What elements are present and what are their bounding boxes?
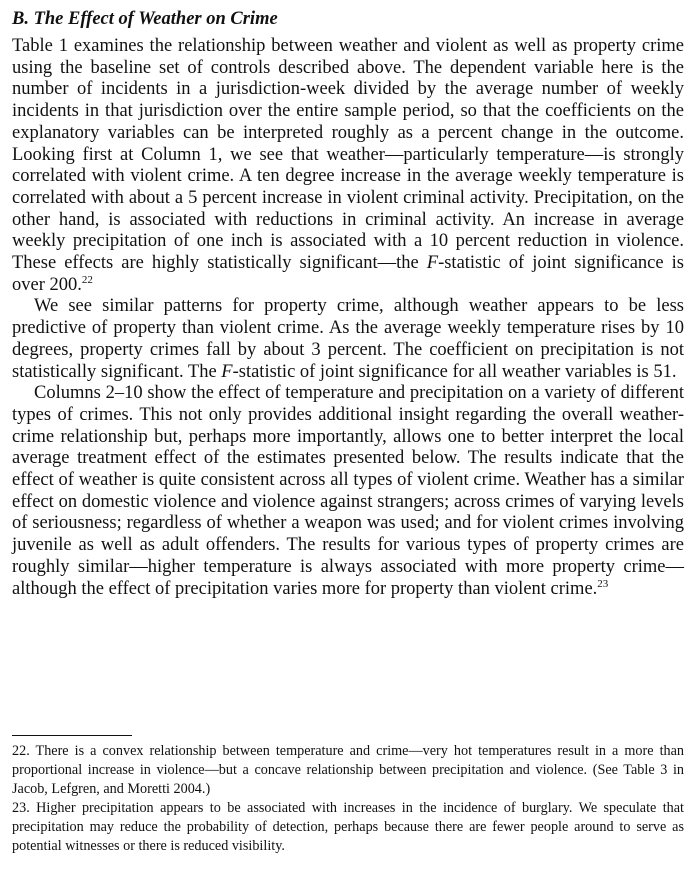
footnotes — [12, 735, 684, 856]
paragraph-3-text: Columns 2–10 show the effect of temperature and precipitation on a variety of different types of crimes. This not only provides additional insight regarding the overall weather-crime relationship but, perhaps more importantly, allows one to better interpret the local average treatment effect of the estimates presented below. The results indicate that the effect of weather is quite consistent across all types of violent crime. Weather has a similar effect on domestic violence and violence against strangers; across crimes of varying levels of seriousness; regardless of whether a weapon was used; and for violent crimes involving juvenile as well as adult offenders. The results for various types of property crimes are roughly similar—higher temperature is always associated with more property crime—although the effect of precipitation varies more for property than violent crime. — [12, 383, 684, 599]
paragraph-1-text-end: -statistic of joint significance is over 200. — [12, 253, 684, 295]
footnote-23: 23. Higher precipitation appears to be associated with increases in the incidence of burglary. We speculate that precipitation may reduce the probability of detection, perhaps because there are fewer people around to serve as potential witnesses or there is reduced visibility. — [12, 800, 684, 854]
footnote-ref-22[interactable]: 22 — [81, 273, 93, 286]
f-statistic-italic: F — [426, 253, 439, 274]
paragraph-3 — [12, 383, 684, 600]
paragraph-2-text-end: -statistic of joint significance for all weather variables is 51. — [232, 361, 677, 382]
footnote-divider — [12, 735, 132, 736]
paragraph-1-text: Table 1 examines the relationship between weather and violent as well as property crime using the baseline set of controls described above. The dependent variable here is the number of incidents in a jurisdiction-week divided by the average number of weekly incidents in that jurisdiction over the entire sample period, so that the coefficients on the explanatory variables can be interpreted roughly as a percent change in the outcome. Looking first at Column 1, we see that weather—particularly temperature—is strongly correlated with violent crime. A ten degree increase in the average weekly temperature is correlated with about a 5 percent increase in violent criminal activity. Precipitation, on the other hand, is associated with reductions in criminal activity. An increase in average weekly precipitation of one inch is associated with a 10 percent reduction in violence. These effects are highly statistically significant—the — [12, 36, 684, 274]
paragraph-2 — [12, 296, 684, 383]
footnote-22: 22. There is a convex relationship between temperature and crime—very hot temperatures result in a more than proportional increase in violence—but a concave relationship between precipitation and violence. (See Table 3 in Jacob, Lefgren, and Moretti 2004.) — [12, 743, 684, 797]
f-statistic-italic: F — [221, 361, 233, 382]
paragraph-2-text: We see similar patterns for property crime, although weather appears to be less predictive of property than violent crime. As the average weekly temperature rises by 10 degrees, property crimes fall by about 3 percent. The coefficient on precipitation is not statistically significant. The — [12, 296, 684, 382]
footnote-ref-23[interactable]: 23 — [597, 577, 609, 590]
paragraph-1 — [12, 36, 684, 296]
body-text — [12, 36, 684, 600]
article-page — [12, 6, 684, 600]
section-heading: B. The Effect of Weather on Crime — [12, 9, 278, 29]
